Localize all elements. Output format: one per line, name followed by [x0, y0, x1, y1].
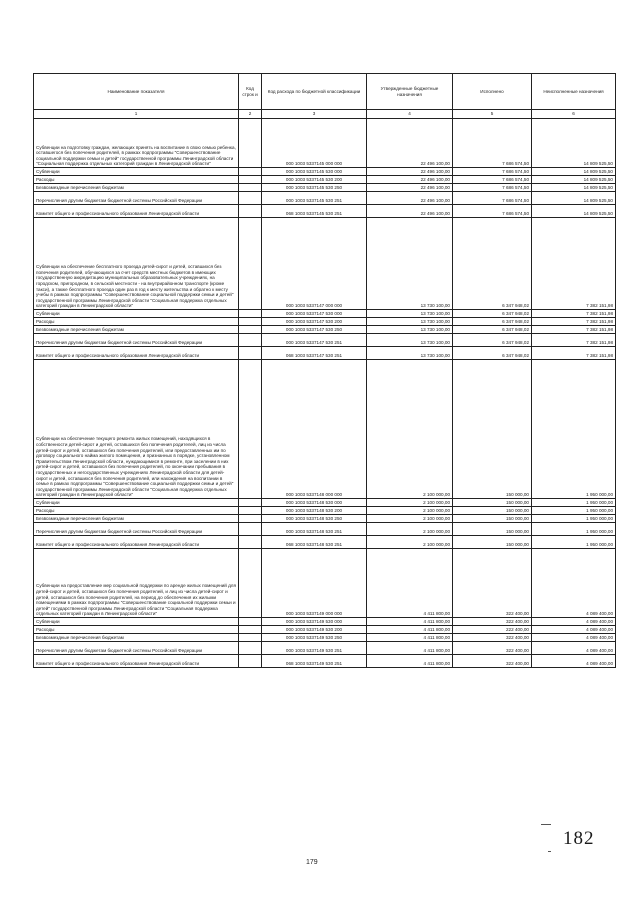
approved-amount-cell: 13 730 100,00	[367, 310, 453, 318]
table-row	[34, 655, 616, 668]
row-code-cell	[239, 218, 262, 310]
table-row	[34, 347, 616, 360]
table-row	[34, 218, 616, 310]
page-number: 179	[306, 859, 318, 866]
row-name-cell: Перечисления другим бюджетам бюджетной системы Российской Федерации	[34, 192, 239, 205]
approved-amount-cell: 13 730 100,00	[367, 326, 453, 334]
unexecuted-amount-cell: 4 089 400,00	[532, 626, 616, 634]
table-header-row	[34, 74, 616, 110]
table-row	[34, 515, 616, 523]
row-name-cell: Комитет общего и профессионального образования Ленинградской области	[34, 347, 239, 360]
scan-mark	[548, 851, 551, 852]
row-code-cell	[239, 549, 262, 618]
unexecuted-amount-cell: 7 382 151,98	[532, 218, 616, 310]
unexecuted-amount-cell: 1 950 000,00	[532, 360, 616, 499]
unexecuted-amount-cell: 4 089 400,00	[532, 549, 616, 618]
row-code-cell	[239, 642, 262, 655]
table-row	[34, 618, 616, 626]
executed-amount-cell: 150 000,00	[453, 515, 532, 523]
row-code-cell	[239, 119, 262, 168]
budget-code-cell: 000 1003 5337148 530 251	[262, 523, 367, 536]
row-code-cell	[239, 192, 262, 205]
table-row	[34, 205, 616, 218]
row-name-cell: Субвенции на предоставление мер социальной поддержки по аренде жилых помещений для детей-сирот и детей, оставшихся без попечения родителей, и лиц из числа детей-сирот и детей, оставшихся без попечения родителей, на период до обеспечения их жилыми помещениями в рамках подпрограммы "Совершенствование социальной поддержки семьи и детей" государственной программы Ленинградской области "Социальная поддержка отдельных категорий граждан в Ленинградской области"	[34, 549, 239, 618]
budget-code-cell: 068 1003 5337148 530 251	[262, 536, 367, 549]
unexecuted-amount-cell: 14 809 525,50	[532, 205, 616, 218]
table-row	[34, 499, 616, 507]
executed-amount-cell: 6 347 948,02	[453, 326, 532, 334]
column-number: 3	[262, 110, 367, 119]
table-row	[34, 184, 616, 192]
scan-mark	[541, 824, 551, 825]
unexecuted-amount-cell: 4 089 400,00	[532, 655, 616, 668]
executed-amount-cell: 7 686 574,50	[453, 205, 532, 218]
approved-amount-cell: 13 730 100,00	[367, 347, 453, 360]
row-name-cell: Расходы	[34, 176, 239, 184]
budget-code-cell: 000 1003 5337145 000 000	[262, 119, 367, 168]
table-row	[34, 326, 616, 334]
table-row	[34, 642, 616, 655]
executed-amount-cell: 150 000,00	[453, 523, 532, 536]
row-name-cell: Безвозмездные перечисления бюджетам	[34, 634, 239, 642]
table-row	[34, 168, 616, 176]
table-row	[34, 634, 616, 642]
budget-execution-table	[33, 73, 616, 668]
executed-amount-cell: 6 347 948,02	[453, 318, 532, 326]
unexecuted-amount-cell: 14 809 525,50	[532, 184, 616, 192]
column-header-row-code: Код строк и	[239, 74, 262, 110]
row-name-cell: Субвенции на обеспечение бесплатного проезда детей-сирот и детей, оставшихся без попечения родителей, обучающихся за счет средств местных бюджетов в имеющих государственную аккредитацию муниципальных образовательных учреждениях, на городском, пригородном, в сельской местности - на внутрирайонном транспорте (кроме такси), а также бесплатного проезда один раз в год к месту жительства и обратно к месту учебы в рамках подпрограммы "Совершенствование социальной поддержки семьи и детей" государственной программы Ленинградской области "Социальная поддержка отдельных категорий граждан в Ленинградской области"	[34, 218, 239, 310]
row-name-cell: Комитет общего и профессионального образования Ленинградской области	[34, 655, 239, 668]
column-header-budget-code: Код расхода по бюджетной классификации	[262, 74, 367, 110]
row-code-cell	[239, 310, 262, 318]
executed-amount-cell: 6 347 948,02	[453, 218, 532, 310]
executed-amount-cell: 6 347 948,02	[453, 310, 532, 318]
budget-code-cell: 000 1003 5337145 530 250	[262, 184, 367, 192]
budget-code-cell: 000 1003 5337149 530 000	[262, 618, 367, 626]
approved-amount-cell: 22 496 100,00	[367, 192, 453, 205]
row-code-cell	[239, 523, 262, 536]
unexecuted-amount-cell: 14 809 525,50	[532, 176, 616, 184]
budget-code-cell: 000 1003 5337147 530 200	[262, 318, 367, 326]
row-name-cell: Безвозмездные перечисления бюджетам	[34, 184, 239, 192]
row-code-cell	[239, 499, 262, 507]
row-code-cell	[239, 347, 262, 360]
approved-amount-cell: 22 496 100,00	[367, 184, 453, 192]
row-code-cell	[239, 168, 262, 176]
approved-amount-cell: 4 411 800,00	[367, 655, 453, 668]
column-header-unexecuted: Неисполненные назначения	[532, 74, 616, 110]
budget-code-cell: 000 1003 5337148 530 250	[262, 515, 367, 523]
unexecuted-amount-cell: 4 089 400,00	[532, 618, 616, 626]
row-name-cell: Расходы	[34, 626, 239, 634]
executed-amount-cell: 322 400,00	[453, 655, 532, 668]
unexecuted-amount-cell: 1 950 000,00	[532, 536, 616, 549]
row-name-cell: Расходы	[34, 507, 239, 515]
table-row	[34, 334, 616, 347]
approved-amount-cell: 2 100 000,00	[367, 499, 453, 507]
column-header-executed: Исполнено	[453, 74, 532, 110]
table-row	[34, 119, 616, 168]
row-name-cell: Перечисления другим бюджетам бюджетной системы Российской Федерации	[34, 334, 239, 347]
row-code-cell	[239, 515, 262, 523]
budget-code-cell: 000 1003 5337147 530 000	[262, 310, 367, 318]
budget-code-cell: 000 1003 5337145 530 251	[262, 192, 367, 205]
approved-amount-cell: 2 100 000,00	[367, 507, 453, 515]
budget-code-cell: 068 1003 5337145 530 251	[262, 205, 367, 218]
row-name-cell: Субвенции	[34, 499, 239, 507]
table-row	[34, 549, 616, 618]
budget-code-cell: 068 1003 5337149 530 251	[262, 655, 367, 668]
table-row	[34, 318, 616, 326]
approved-amount-cell: 4 411 800,00	[367, 549, 453, 618]
row-code-cell	[239, 536, 262, 549]
budget-code-cell: 000 1003 5337145 530 200	[262, 176, 367, 184]
row-name-cell: Безвозмездные перечисления бюджетам	[34, 515, 239, 523]
unexecuted-amount-cell: 7 382 151,98	[532, 334, 616, 347]
unexecuted-amount-cell: 14 809 525,50	[532, 192, 616, 205]
executed-amount-cell: 322 400,00	[453, 634, 532, 642]
unexecuted-amount-cell: 7 382 151,98	[532, 310, 616, 318]
row-code-cell	[239, 618, 262, 626]
row-name-cell: Комитет общего и профессионального образования Ленинградской области	[34, 205, 239, 218]
table-row	[34, 507, 616, 515]
column-number: 5	[453, 110, 532, 119]
executed-amount-cell: 7 686 574,50	[453, 176, 532, 184]
table-row	[34, 360, 616, 499]
column-number: 1	[34, 110, 239, 119]
budget-code-cell: 068 1003 5337147 530 251	[262, 347, 367, 360]
row-name-cell: Субвенции	[34, 618, 239, 626]
row-name-cell: Субвенции на подготовку граждан, желающих принять на воспитание в свою семью ребенка, оставшегося без попечения родителей, в рамках подпрограммы "Совершенствование социальной поддержки семьи и детей" государственной программы Ленинградской области "Социальная поддержка отдельных категорий граждан в Ленинградской области"	[34, 119, 239, 168]
budget-code-cell: 000 1003 5337149 530 250	[262, 634, 367, 642]
budget-code-cell: 000 1003 5337148 000 000	[262, 360, 367, 499]
unexecuted-amount-cell: 1 950 000,00	[532, 515, 616, 523]
column-number: 2	[239, 110, 262, 119]
budget-code-cell: 000 1003 5337148 530 200	[262, 507, 367, 515]
row-code-cell	[239, 655, 262, 668]
row-code-cell	[239, 507, 262, 515]
row-name-cell: Субвенции	[34, 310, 239, 318]
budget-code-cell: 000 1003 5337149 530 251	[262, 642, 367, 655]
budget-code-cell: 000 1003 5337148 530 000	[262, 499, 367, 507]
executed-amount-cell: 7 686 574,50	[453, 184, 532, 192]
row-code-cell	[239, 176, 262, 184]
row-code-cell	[239, 184, 262, 192]
executed-amount-cell: 322 400,00	[453, 642, 532, 655]
executed-amount-cell: 222 400,00	[453, 626, 532, 634]
approved-amount-cell: 22 496 100,00	[367, 168, 453, 176]
executed-amount-cell: 322 400,00	[453, 618, 532, 626]
budget-code-cell: 000 1003 5337147 530 250	[262, 326, 367, 334]
executed-amount-cell: 322 400,00	[453, 549, 532, 618]
executed-amount-cell: 150 000,00	[453, 499, 532, 507]
approved-amount-cell: 2 100 000,00	[367, 523, 453, 536]
row-code-cell	[239, 634, 262, 642]
row-code-cell	[239, 334, 262, 347]
row-name-cell: Безвозмездные перечисления бюджетам	[34, 326, 239, 334]
budget-code-cell: 000 1003 5337147 000 000	[262, 218, 367, 310]
approved-amount-cell: 13 730 100,00	[367, 218, 453, 310]
unexecuted-amount-cell: 4 089 400,00	[532, 634, 616, 642]
row-name-cell: Перечисления другим бюджетам бюджетной системы Российской Федерации	[34, 642, 239, 655]
row-name-cell: Субвенции на обеспечение текущего ремонта жилых помещений, находящихся в собственности детей-сирот и детей, оставшихся без попечения родителей, лиц из числа детей-сирот и детей, оставшихся без попечения родителей, или предоставленных им по договору социального найма жилого помещения, и признанных в порядке, установленном Правительством Ленинградской области, нуждающимися в ремонте, при заселении в них детей-сирот и детей, оставшихся без попечения родителей, по окончании пребывания в государственных и негосударственных учреждениях Ленинградской области для детей-сирот и детей, оставшихся без попечения родителей, или нахождения на воспитании в семье в рамках подпрограммы "Совершенствование социальной поддержки семьи и детей" государственной программы Ленинградской области "Социальная поддержка отдельных категорий граждан в Ленинградской области"	[34, 360, 239, 499]
approved-amount-cell: 13 730 100,00	[367, 318, 453, 326]
executed-amount-cell: 7 686 574,50	[453, 192, 532, 205]
budget-code-cell: 000 1003 5337145 530 000	[262, 168, 367, 176]
table-row	[34, 192, 616, 205]
column-number: 4	[367, 110, 453, 119]
unexecuted-amount-cell: 7 382 151,98	[532, 347, 616, 360]
approved-amount-cell: 2 100 000,00	[367, 536, 453, 549]
executed-amount-cell: 150 000,00	[453, 360, 532, 499]
approved-amount-cell: 2 100 000,00	[367, 515, 453, 523]
approved-amount-cell: 4 411 800,00	[367, 634, 453, 642]
approved-amount-cell: 22 496 100,00	[367, 205, 453, 218]
budget-code-cell: 000 1003 5337149 000 000	[262, 549, 367, 618]
row-name-cell: Комитет общего и профессионального образования Ленинградской области	[34, 536, 239, 549]
row-code-cell	[239, 626, 262, 634]
approved-amount-cell: 4 411 800,00	[367, 642, 453, 655]
table-row	[34, 626, 616, 634]
unexecuted-amount-cell: 1 950 000,00	[532, 523, 616, 536]
approved-amount-cell: 2 100 000,00	[367, 360, 453, 499]
executed-amount-cell: 150 000,00	[453, 507, 532, 515]
stamp-number: 182	[563, 828, 595, 849]
executed-amount-cell: 6 347 948,02	[453, 347, 532, 360]
column-header-name: Наименование показателя	[34, 74, 239, 110]
executed-amount-cell: 150 000,00	[453, 536, 532, 549]
unexecuted-amount-cell: 14 809 525,50	[532, 119, 616, 168]
unexecuted-amount-cell: 1 950 000,00	[532, 499, 616, 507]
unexecuted-amount-cell: 4 089 400,00	[532, 642, 616, 655]
approved-amount-cell: 4 411 800,00	[367, 626, 453, 634]
table-row	[34, 536, 616, 549]
row-name-cell: Расходы	[34, 318, 239, 326]
executed-amount-cell: 7 686 574,50	[453, 168, 532, 176]
unexecuted-amount-cell: 1 950 000,00	[532, 507, 616, 515]
row-code-cell	[239, 326, 262, 334]
row-name-cell: Субвенции	[34, 168, 239, 176]
column-numbers-row	[34, 110, 616, 119]
row-code-cell	[239, 360, 262, 499]
column-number: 6	[532, 110, 616, 119]
approved-amount-cell: 22 496 100,00	[367, 176, 453, 184]
unexecuted-amount-cell: 7 382 151,98	[532, 318, 616, 326]
approved-amount-cell: 22 496 100,00	[367, 119, 453, 168]
table-row	[34, 176, 616, 184]
executed-amount-cell: 7 686 574,50	[453, 119, 532, 168]
budget-code-cell: 000 1003 5337147 530 251	[262, 334, 367, 347]
unexecuted-amount-cell: 14 809 525,50	[532, 168, 616, 176]
row-code-cell	[239, 318, 262, 326]
row-name-cell: Перечисления другим бюджетам бюджетной системы Российской Федерации	[34, 523, 239, 536]
executed-amount-cell: 6 347 948,02	[453, 334, 532, 347]
budget-code-cell: 000 1003 5337149 530 200	[262, 626, 367, 634]
approved-amount-cell: 4 411 800,00	[367, 618, 453, 626]
table-row	[34, 310, 616, 318]
approved-amount-cell: 13 730 100,00	[367, 334, 453, 347]
table-row	[34, 523, 616, 536]
row-code-cell	[239, 205, 262, 218]
unexecuted-amount-cell: 7 382 151,98	[532, 326, 616, 334]
column-header-approved: Утвержденные бюджетные назначения	[367, 74, 453, 110]
